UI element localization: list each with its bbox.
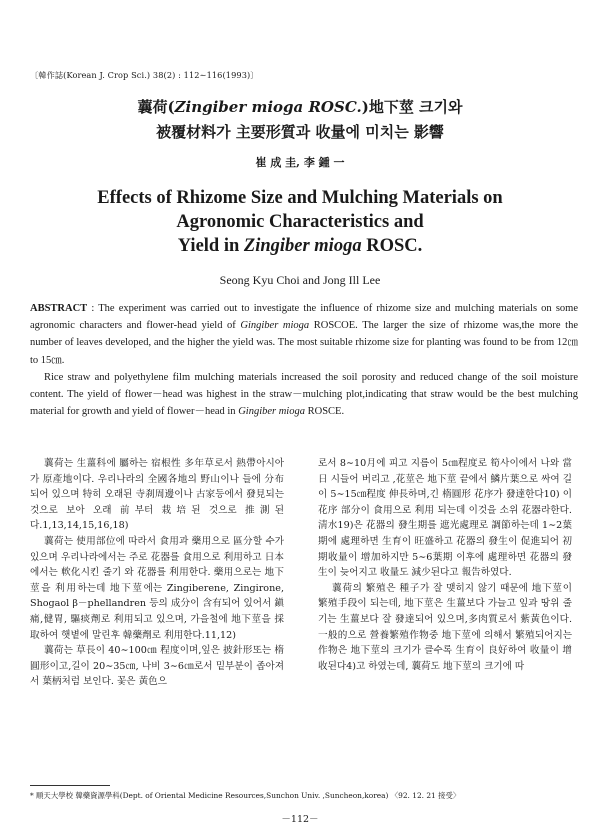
abstract-p1-text-a: The experiment was carried out to investigate the influence of rhizome size and mulching materials on some agronomic characters and flower-head yield of: [30, 303, 578, 332]
page-number: －112－: [281, 814, 319, 825]
body-column-left: [30, 456, 284, 690]
abstract-paragraph-2: [30, 369, 578, 421]
abstract-p2-species: Gingiber mioga: [238, 406, 305, 418]
footnote: * 順天大學校 韓藥資源學科(Dept. of Oriental Medicine Resources,Sunchon Univ. ,Suncheon,korea) 〈92. 12. 21 接受〉: [30, 791, 461, 800]
korean-title-line1: [0, 96, 600, 117]
english-title-line3: [0, 236, 600, 257]
body-left-paragraph-2: 蘘荷는 使用部位에 따라서 食用과 藥用으로 區分할 수가 있으며 우리나라에서는 주로 花器를 食用으로 利用하고 日本에서는 軟化시킨 줄기 와 花器를 利用한다. 藥用으로는 地下莖을 利用하는데 地下莖에는 Zingiberene, Zingirone, Shogaol β－phellandren 등의 成分이 含有되어 있어서 鎭痛,健胃, 驅痰劑로 利用되고 있으며, 가을철에 地下莖을 採取하여 햇볕에 말린후 韓藥劑로 利用한다.11,12): [30, 535, 284, 641]
abstract-p2-text-b: ROSCE.: [304, 406, 345, 418]
body-left-paragraph-3: 蘘荷는 草長이 40∼100㎝ 程度이며,잎은 披針形또는 楕圓形이고,길이 20∼35㎝, 나비 3∼6㎝로서 밑부분이 좁아져서 葉柄처럼 보인다. 꽃은 黃色으: [30, 645, 284, 688]
abstract: [30, 300, 578, 420]
abstract-p1-species: Gingiber mioga: [240, 320, 310, 332]
korean-title-line2: 被覆材料가 主要形質과 收量에 미치는 影響: [156, 123, 444, 141]
body-right-paragraph-2: 蘘荷의 繁殖은 種子가 잘 맺히지 않기 때문에 地下莖이 繁殖手段이 되는데, 地下莖은 生薑보다 가늘고 잎과 땅위 줄기는 生薑보다 잘 發達되어 있으며,多肉質로서 紫黃色이다. 一般的으로 營養繁殖作物중 地下莖에 의해서 繁殖되어지는 作物은 地下莖의 크기가 클수록 生育이 良好하여 收量이 增收된다4)고 하였는데, 蘘荷도 地下莖의 크기에 따: [318, 582, 572, 672]
body-column-right: [318, 456, 572, 674]
abstract-p1-text-b: ROSCOE. The larger the size of rhizome was,the more the number of leaves developed, and the higher the yield was. The most suitable rhizome size for planting was found to be from 12㎝ to 15㎝.: [30, 320, 578, 366]
english-title-line1: Effects of Rhizome Size and Mulching Materials on: [97, 188, 503, 208]
body-left-paragraph-1: 蘘荷는 生薑科에 屬하는 宿根性 多年草로서 熱帶아시아가 原產地이다. 우리나라의 全國各地의 野山이나 들에 分布되어 있으며 特히 오래된 寺刹周邊이나 古家등에서 發見되는 것으로 보아 오래 前부터 栽培된 것으로 推測된다.1,13,14,15,16,18): [30, 458, 284, 532]
english-authors: Seong Kyu Choi and Jong Ill Lee: [219, 273, 381, 287]
english-title-species: Zingiber mioga: [243, 236, 362, 256]
abstract-p2-text-a: Rice straw and polyethylene film mulching materials increased the soil porosity and reduced change of the soil moisture content. The yield of flower－head was highest in the straw－mulching plot,indicating that straw would be the best mulching material for growth and yield of flower－head in: [30, 371, 578, 418]
korean-title-suffix: )地下莖 크기와: [361, 98, 463, 116]
english-title-prefix: Yield in: [177, 236, 244, 256]
english-title-line2: Agronomic Characteristics and: [176, 212, 424, 232]
korean-title-species: Zingiber mioga ROSC.: [174, 98, 362, 116]
abstract-paragraph-1: [30, 300, 578, 369]
journal-reference: 〔韓作誌(Korean J. Crop Sci.) 38(2) : 112∼116(1993)〕: [30, 70, 259, 80]
footnote-rule: [30, 785, 110, 786]
korean-authors: 崔 成 圭, 李 鍾 一: [255, 156, 345, 169]
korean-title-prefix: 蘘荷(: [137, 98, 175, 116]
abstract-separator: :: [87, 303, 99, 314]
english-title-suffix: ROSC.: [361, 236, 423, 256]
abstract-label: ABSTRACT: [30, 303, 88, 314]
body-right-paragraph-1: 로서 8∼10月에 피고 지름이 5㎝程度로 筍사이에서 나와 當日 시들어 버리고 ,花莖은 地下莖 끝에서 鱗片葉으로 싸여 길이 5∼15㎝程度 伸長하며,긴 楕圓形 花序가 發達한다10) 이 花序 部分이 食用으로 利用 되는데 이것을 소위 花器라한다. 淸水19)은 花器의 發生期를 遮光處理로 調節하는데 1∼2葉期에 處理하면 生育이 旺盛하고 花器의 發生이 促進되어 初期收量이 增加하지만 5∼6葉期 이후에 處理하면 花器의 發生이 늦어지고 收量도 減少된다고 報告하였다.: [318, 458, 572, 579]
